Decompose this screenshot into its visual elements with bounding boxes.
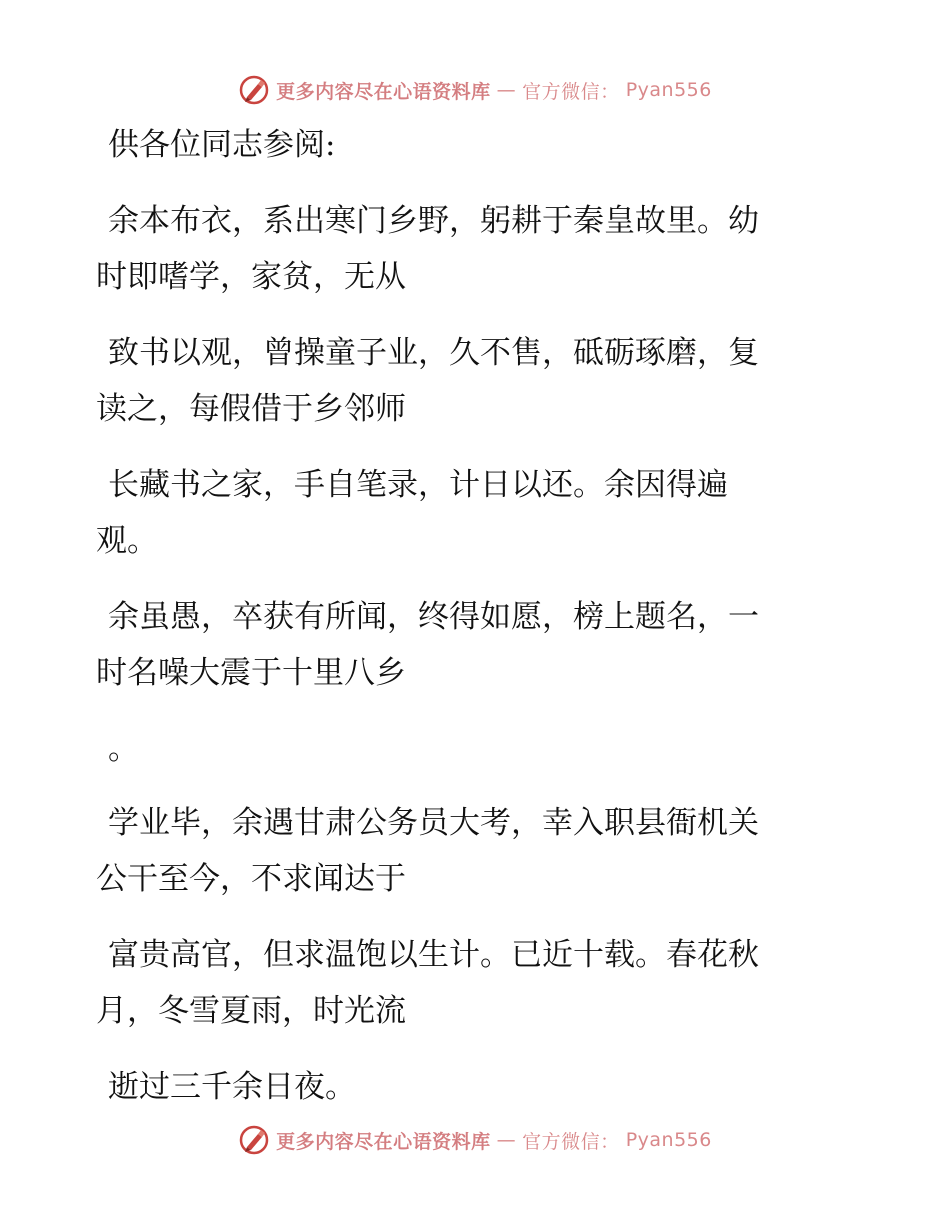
pen-logo-icon (238, 1124, 270, 1156)
watermark-main-text: 更多内容尽在心语资料库 (276, 80, 491, 103)
text-line: 供各位同志参阅: (108, 127, 336, 163)
watermark-wechat-id: Pyan556 (625, 79, 712, 101)
text-line: 余本布衣，系出寒门乡野，躬耕于秦皇故里。幼 (108, 203, 759, 239)
text-line: 富贵高官，但求温饱以生计。已近十载。春花秋 (108, 937, 759, 973)
watermark-wechat-id: Pyan556 (625, 1129, 712, 1151)
watermark-header (0, 70, 950, 110)
text-line: 月，冬雪夏雨，时光流 (96, 993, 406, 1029)
text-line: 读之，每假借于乡邻师 (96, 391, 406, 427)
watermark-wechat-label: 官方微信： (522, 80, 620, 103)
text-line: 逝过三千余日夜。 (108, 1069, 356, 1105)
watermark-footer (0, 1120, 950, 1160)
text-line: 时即嗜学，家贫，无从 (96, 259, 406, 295)
text-line: 长藏书之家，手自笔录，计日以还。余因得遍 (108, 467, 728, 503)
text-line: 观。 (96, 523, 158, 559)
text-line: 学业毕，余遇甘肃公务员大考，幸入职县衙机关 (108, 805, 759, 841)
text-line: 公干至今，不求闻达于 (96, 861, 406, 897)
pen-logo-icon (238, 74, 270, 106)
watermark-dash: — (496, 79, 517, 101)
watermark-wechat-label: 官方微信： (522, 1130, 620, 1153)
watermark-main-text: 更多内容尽在心语资料库 (276, 1130, 491, 1153)
text-line: 时名噪大震于十里八乡 (96, 655, 406, 691)
text-line: 致书以观，曾操童子业，久不售，砥砺琢磨，复 (108, 335, 759, 371)
text-line: 余虽愚，卒获有所闻，终得如愿，榜上题名，一 (108, 599, 759, 635)
text-line: 。 (108, 731, 139, 767)
watermark-dash: — (496, 1129, 517, 1151)
